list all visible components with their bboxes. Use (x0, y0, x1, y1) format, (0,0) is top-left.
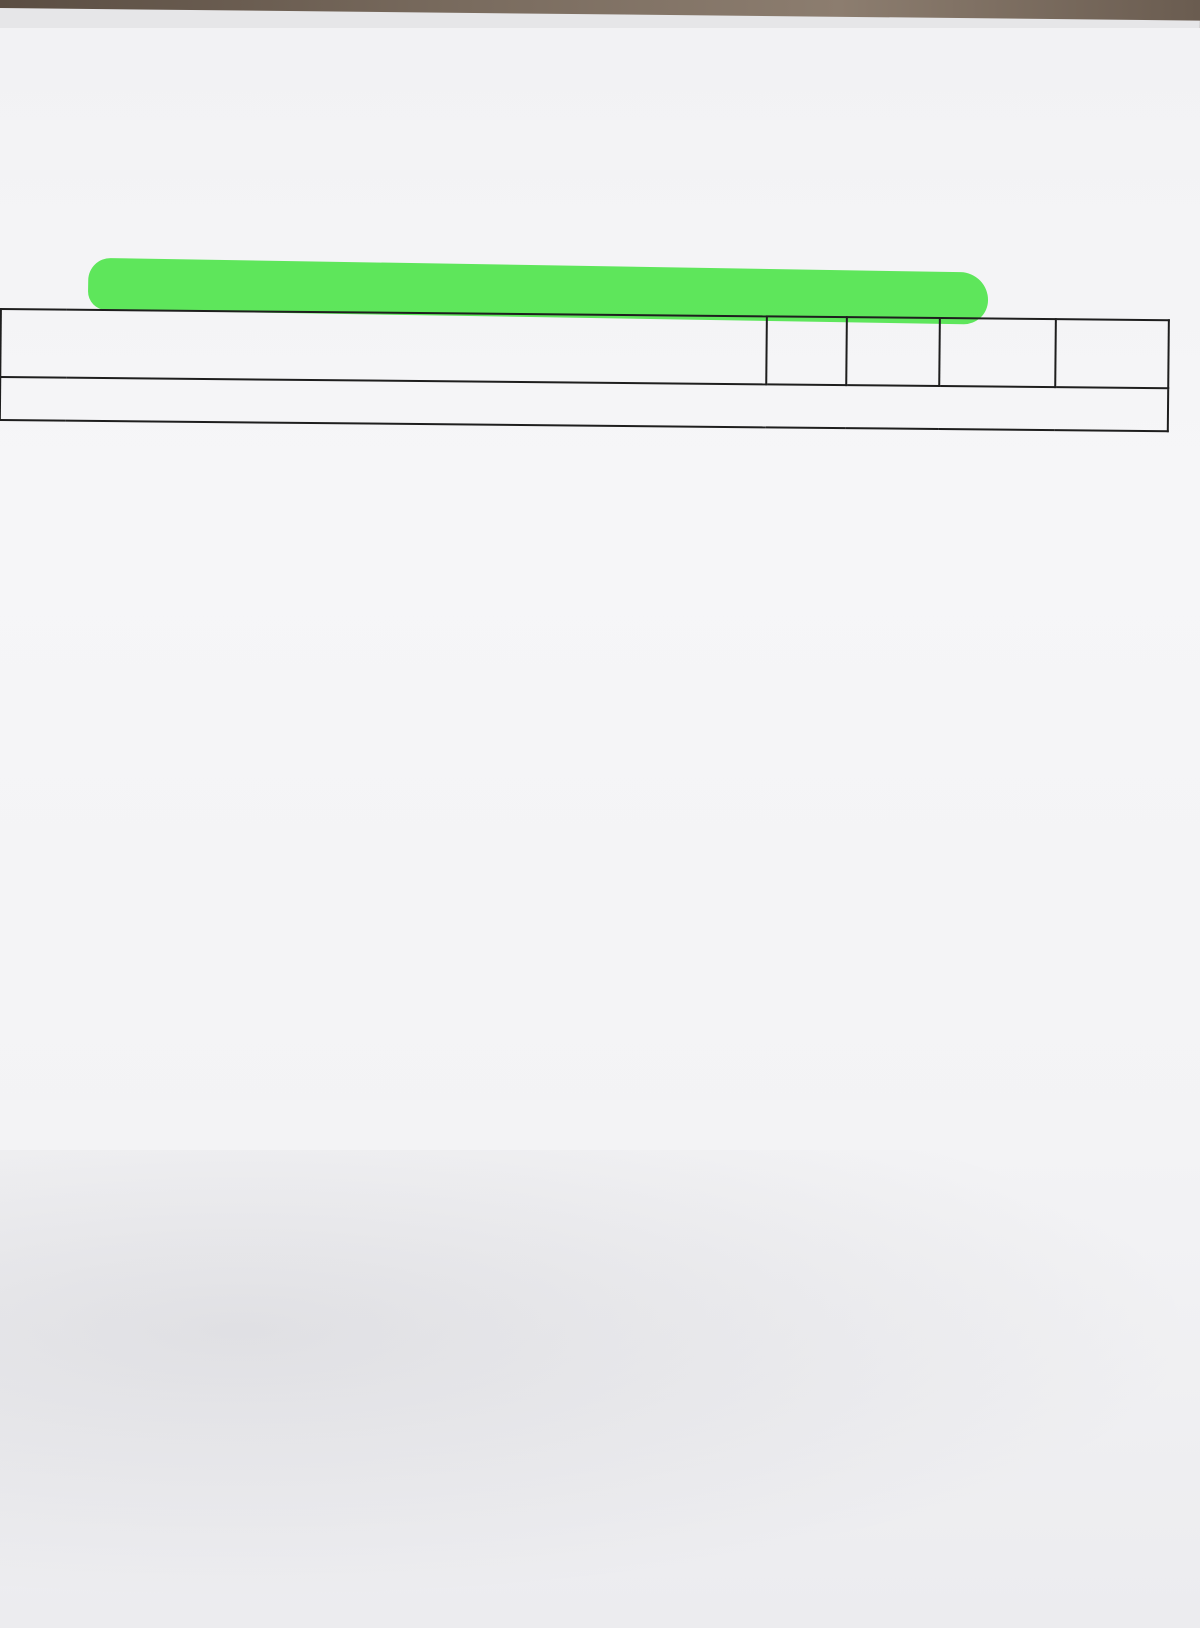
header-2021 (766, 316, 847, 385)
fee-table (0, 308, 1170, 432)
header-meclis (1055, 319, 1169, 388)
header-2022 (846, 317, 940, 386)
header-komisyon (939, 318, 1056, 387)
table-header-row (0, 309, 1169, 388)
header-is-kollari (0, 309, 767, 384)
